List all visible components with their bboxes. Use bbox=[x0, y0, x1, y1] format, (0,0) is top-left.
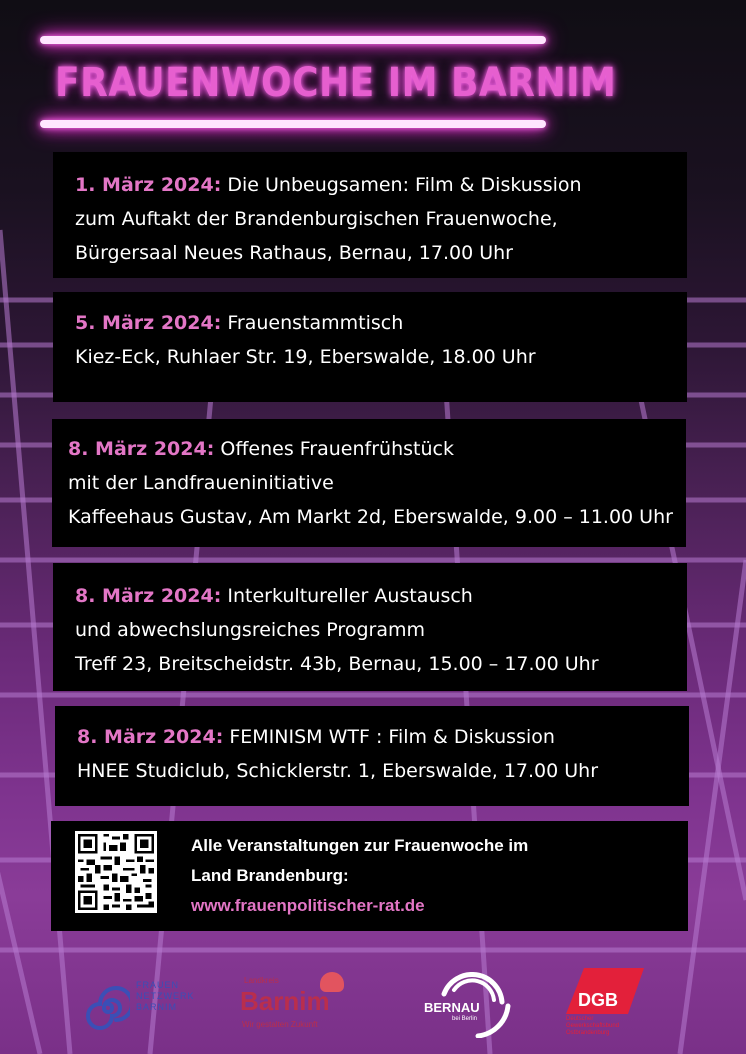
event-box-5 bbox=[55, 706, 689, 806]
logo-text: Gewerkschaftsbund bbox=[566, 1023, 620, 1029]
logo-text: Wir gestalten Zukunft bbox=[242, 1020, 318, 1029]
event-box-1 bbox=[53, 152, 687, 278]
info-box bbox=[51, 821, 688, 931]
logo-text: FRAUEN bbox=[136, 980, 180, 990]
event-text: und abwechslungsreiches Programm bbox=[75, 619, 425, 641]
logo-text: Landkreis bbox=[244, 976, 279, 985]
logo-text: BARNIM bbox=[136, 1002, 178, 1012]
neon-line-top bbox=[40, 36, 546, 44]
event-text: Bürgersaal Neues Rathaus, Bernau, 17.00 Uhr bbox=[75, 242, 513, 264]
event-date: 5. März 2024: bbox=[75, 312, 222, 334]
event-date: 8. März 2024: bbox=[68, 438, 215, 460]
neon-line-bottom bbox=[40, 120, 546, 128]
event-text: Kiez-Eck, Ruhlaer Str. 19, Eberswalde, 18.00 Uhr bbox=[75, 346, 536, 368]
event-date: 8. März 2024: bbox=[77, 726, 224, 748]
logo-text: Barnim bbox=[240, 986, 330, 1016]
event-box-2 bbox=[53, 292, 687, 402]
logo-text: BERNAU bbox=[424, 1000, 480, 1015]
event-box-3 bbox=[52, 419, 686, 547]
event-text: Interkultureller Austausch bbox=[227, 585, 473, 607]
event-text: Die Unbeugsamen: Film & Diskussion bbox=[227, 174, 582, 196]
event-text: Kaffeehaus Gustav, Am Markt 2d, Eberswalde, 9.00 – 11.00 Uhr bbox=[68, 506, 673, 528]
info-line: Land Brandenburg: bbox=[191, 866, 349, 885]
dgb-logo bbox=[564, 968, 654, 1044]
logo-text: DGB bbox=[578, 990, 618, 1010]
barnim-logo bbox=[240, 970, 350, 1036]
frauennetzwerk-logo bbox=[86, 976, 216, 1036]
event-text: Treff 23, Breitscheidstr. 43b, Bernau, 15.00 – 17.00 Uhr bbox=[75, 653, 599, 675]
event-text: HNEE Studiclub, Schicklerstr. 1, Eberswalde, 17.00 Uhr bbox=[77, 760, 599, 782]
event-date: 8. März 2024: bbox=[75, 585, 222, 607]
logo-text: Deutscher bbox=[566, 1016, 594, 1022]
website-link[interactable]: www.frauenpolitischer-rat.de bbox=[191, 896, 425, 915]
event-date: 1. März 2024: bbox=[75, 174, 222, 196]
bernau-logo bbox=[424, 972, 514, 1038]
event-box-4 bbox=[53, 563, 687, 691]
event-text: FEMINISM WTF : Film & Diskussion bbox=[229, 726, 555, 748]
info-text bbox=[191, 831, 528, 921]
info-line: Alle Veranstaltungen zur Frauenwoche im bbox=[191, 836, 529, 855]
event-text: zum Auftakt der Brandenburgischen Frauenwoche, bbox=[75, 208, 558, 230]
page-title: FRAUENWOCHE IM BARNIM bbox=[55, 60, 617, 106]
logo-text: NETZWERK bbox=[136, 991, 195, 1001]
spiral-icon bbox=[86, 976, 130, 1032]
event-text: Offenes Frauenfrühstück bbox=[220, 438, 454, 460]
event-text: mit der Landfraueninitiative bbox=[68, 472, 334, 494]
event-text: Frauenstammtisch bbox=[227, 312, 404, 334]
logo-text: Ostbrandenburg bbox=[566, 1030, 610, 1036]
logo-text: bei Berlin bbox=[452, 1016, 478, 1022]
qr-code-icon[interactable] bbox=[75, 831, 157, 913]
